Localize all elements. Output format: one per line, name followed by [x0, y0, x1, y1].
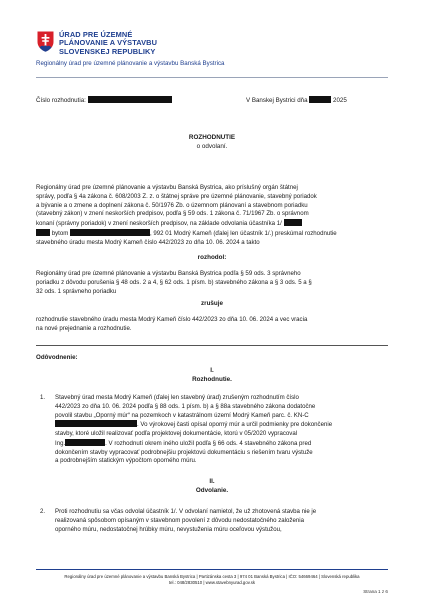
reference-number — [36, 96, 172, 106]
annulment-heading: zrušuje — [200, 300, 224, 307]
text-line — [36, 219, 388, 229]
text-segment: bytom — [51, 229, 69, 237]
place-date — [246, 96, 347, 106]
section-number: II. — [209, 478, 215, 485]
section-title: Rozhodnutie. — [192, 376, 232, 383]
paragraph-number: 1. — [40, 394, 46, 401]
text-line: dokončením stavby vypracovať podrobnejšiu projektovú dokumentáciu s riešením tvaru výstuže — [55, 448, 313, 456]
place-label: V Banskej Bystrici dňa — [246, 97, 308, 104]
regional-office-subtitle: Regionálny úrad pre územné plánovanie a výstavbu Banská Bystrica — [36, 60, 225, 67]
text-line: a podrobnejším statickým výpočtom oporného múru. — [55, 457, 197, 465]
redaction-block — [36, 229, 50, 236]
header-divider — [36, 77, 388, 78]
text-line: Regionálny úrad pre územné plánovanie a výstavbu Banská Bystrica podľa § 59 ods. 3 správneho — [36, 270, 301, 277]
text-line: poriadku z dôvodu porušenia § 48 ods. 2 a 4, § 62 ods. 1 písm. b) stavebného zákona a § 3 ods. 5 a § — [36, 278, 312, 286]
reasoning-paragraph-1 — [55, 394, 388, 466]
footer-contact: tel.: 048/2830510 | www.stavebnyurad.gov.sk — [168, 580, 256, 585]
text-segment: Ing. — [55, 439, 66, 447]
text-line — [36, 229, 388, 239]
date-year: 2025 — [333, 97, 347, 104]
text-line: 32 ods. 1 správneho poriadku — [36, 287, 117, 295]
text-line: stavebného úradu mesta Modrý Kameň číslo 442/2023 zo dňa 10. 06. 2024 a takto — [36, 238, 260, 246]
intro-paragraph — [36, 184, 388, 247]
office-name-line: PLÁNOVANIE A VÝSTAVBU — [59, 38, 158, 48]
text-line: správy, podľa § 4a zákona č. 608/2003 Z. z. o štátnej správe pre územné plánovanie, stavebný poriadok — [36, 192, 317, 200]
redaction-block — [65, 439, 105, 446]
redaction-block — [88, 96, 172, 103]
text-segment: . V rozhodnutí okrem iného uložil podľa § 66 ods. 4 stavebného zákona pred — [105, 439, 312, 447]
text-line: Stavebný úrad mesta Modrý Kameň (ďalej len stavebný úrad) zrušeným rozhodnutím číslo — [55, 394, 299, 401]
document-title: ROZHODNUTIE — [188, 134, 236, 141]
text-line: oporného múru, nedostatočnej hrúbky múru, nevystuženia múru oceľovou výstužou, — [55, 525, 282, 533]
text-line: stavby, ktoré uložil realizovať podľa projektovej dokumentácie, ktorú v 05/2020 vypracoval — [55, 430, 298, 437]
document-subtitle: o odvolaní. — [196, 143, 228, 150]
section-title: Odvolanie. — [195, 487, 229, 494]
text-line — [55, 420, 388, 430]
text-line: 442/2023 zo dňa 10. 06. 2024 podľa § 88 ods. 1 písm. b) a § 88a stavebného zákona dodatočne — [55, 402, 316, 410]
decision-paragraph — [36, 270, 388, 296]
text-line: Proti rozhodnutiu sa včas odvolal účastník 1/. V odvolaní namietol, že už zhotovená stavba nie je — [55, 508, 317, 515]
text-segment: , 992 01 Modrý Kameň (ďalej len účastník 1/.) preskúmal rozhodnutie — [150, 229, 337, 237]
redaction-block — [309, 96, 331, 103]
office-name-line: ÚRAD PRE ÚZEMNÉ — [59, 30, 133, 39]
footer-divider — [36, 569, 388, 570]
decision-heading: rozhodol: — [197, 254, 227, 261]
text-line: a bývanie a o zmene a doplnení zákona č. 50/1976 Zb. o územnom plánovaní a stavebnom poriadku — [36, 201, 308, 209]
office-name-line: SLOVENSKEJ REPUBLIKY — [59, 46, 156, 56]
text-line: rozhodnutie stavebného úradu mesta Modrý Kameň číslo 442/2023 zo dňa 10. 06. 2024 a vec vracia — [36, 316, 308, 323]
reasoning-paragraph-2 — [55, 508, 388, 534]
office-name — [59, 31, 157, 56]
text-line: na nové prejednanie a rozhodnutie. — [36, 324, 132, 332]
text-line: realizovaná spôsobom opísaným v stavebnom povolení z dôvodu nedostatočného založenia — [55, 516, 304, 524]
text-line: (stavebný zákon) v znení neskorších predpisov, podľa § 59 ods. 1 zákona č. 71/1967 Zb. o správnom — [36, 210, 309, 218]
text-line: Regionálny úrad pre územné plánovanie a výstavbu Banská Bystrica, ako príslušný orgán štátnej — [36, 184, 298, 191]
page-number: Strana 1 z 6 — [363, 589, 388, 594]
office-logo — [36, 30, 236, 74]
redaction-block — [70, 229, 150, 236]
redaction-block — [55, 420, 137, 427]
text-line — [55, 439, 388, 449]
coat-of-arms-icon — [36, 30, 55, 53]
reasoning-heading: Odôvodnenie: — [36, 354, 78, 361]
text-segment: konaní (správny poriadok) v znení neskorších predpisov, na základe odvolania účastníka 1/ — [36, 220, 282, 227]
footer-address: Regionálny úrad pre územné plánovanie a výstavbu Banská Bystrica | Partizánska cesta 3 | 974 01 Banská Bystrica | IČO: 54669464 | Slovenská republika — [64, 574, 360, 579]
redaction-block — [284, 219, 302, 226]
paragraph-number: 2. — [40, 508, 46, 515]
section-divider — [36, 345, 388, 346]
section-number: I. — [210, 367, 214, 374]
text-line: povolil stavbu „Oporný múr“ na pozemkoch v katastrálnom území Modrý Kameň parc. č. KN-C — [55, 411, 309, 419]
annulment-paragraph — [36, 316, 388, 334]
reference-label: Číslo rozhodnutia: — [36, 97, 86, 104]
text-segment: . Vo výrokovej časti opísal oporný múr a určil podmienky pre dokončenie — [137, 421, 333, 429]
